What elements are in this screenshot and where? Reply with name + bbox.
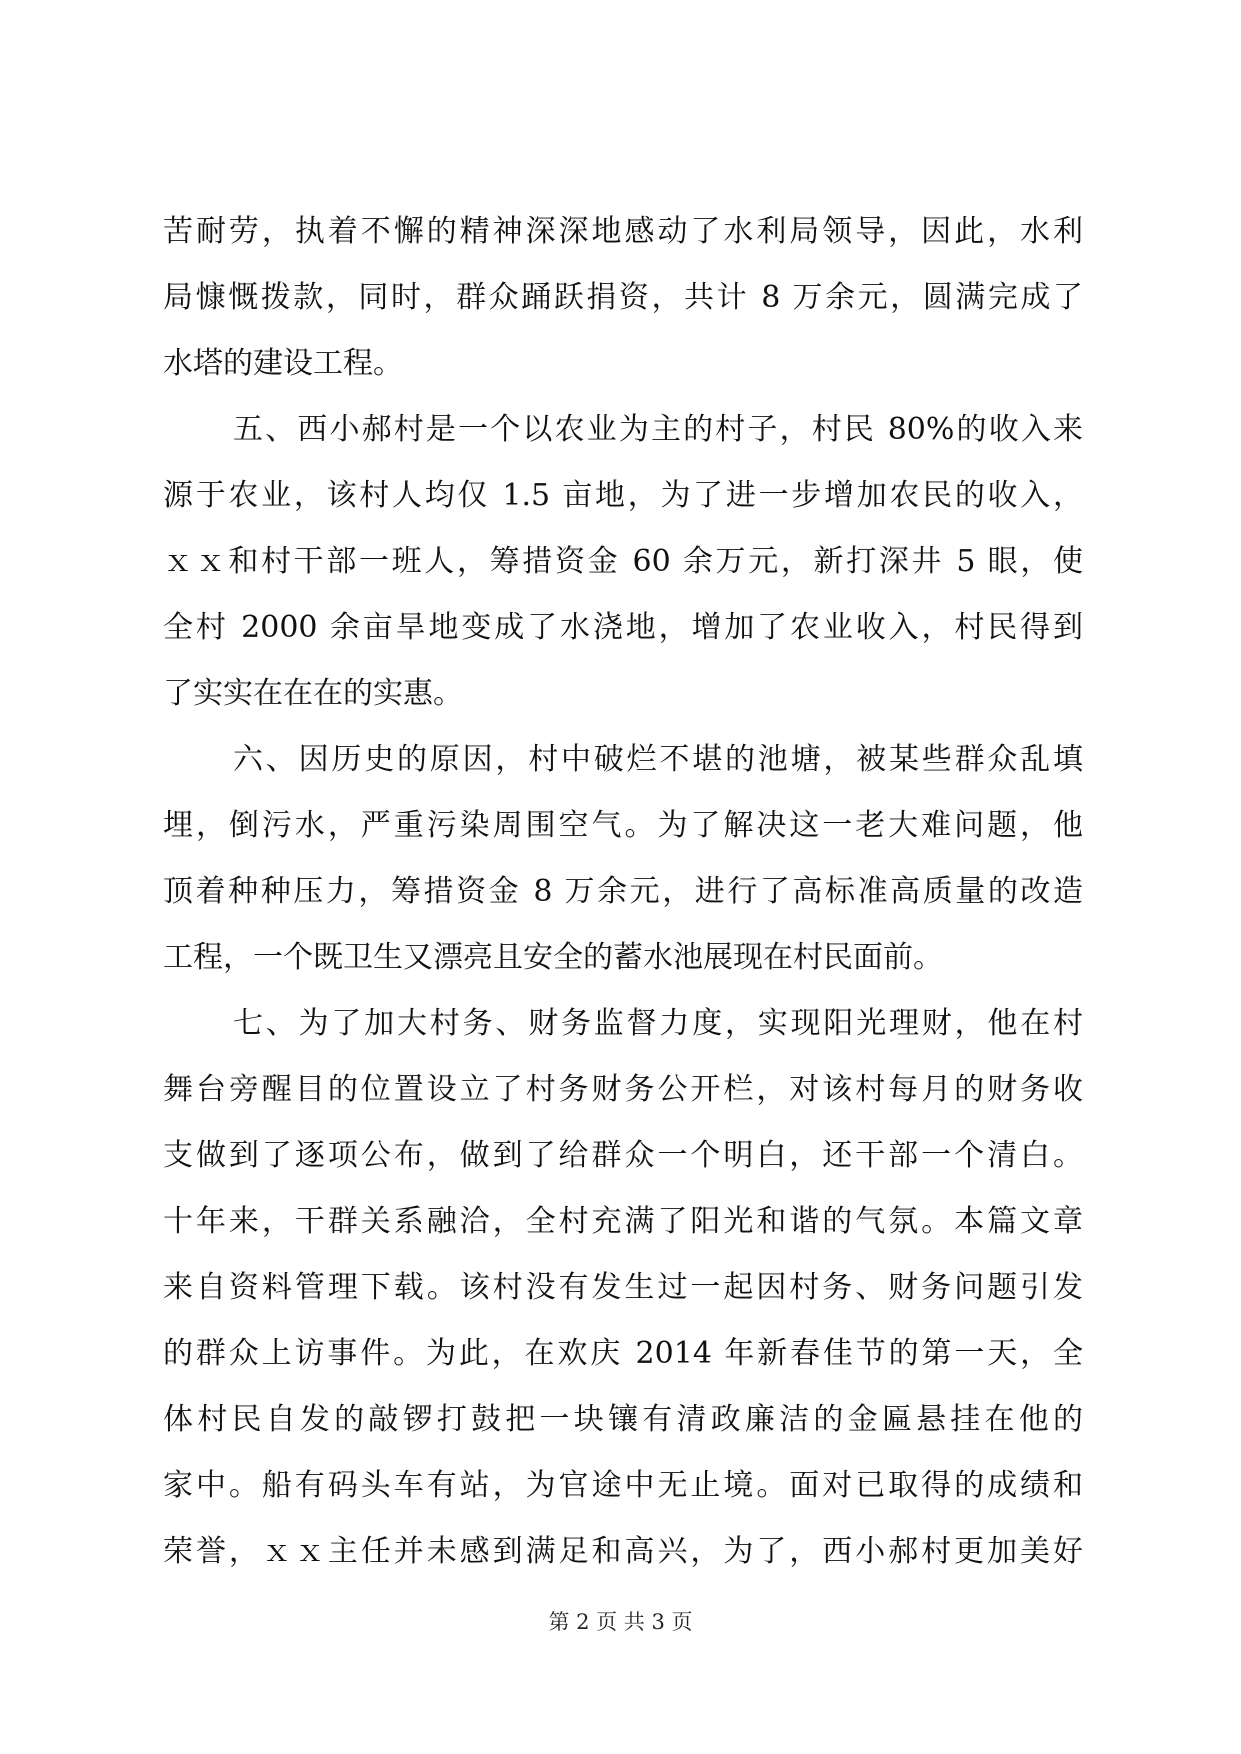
text-line: 家中。船有码头车有站，为官途中无止境。面对已取得的成绩和: [163, 1468, 1083, 1503]
text-line: 的群众上访事件。为此，在欢庆 2014 年新春佳节的第一天，全: [163, 1336, 1083, 1371]
text-line: 十年来，干群关系融洽，全村充满了阳光和谐的气氛。本篇文章: [163, 1204, 1083, 1239]
text-line: 顶着种种压力，筹措资金 8 万余元，进行了高标准高质量的改造: [163, 874, 1083, 909]
text-line: 苦耐劳，执着不懈的精神深深地感动了水利局领导，因此，水利: [163, 214, 1083, 249]
text-line: 源于农业，该村人均仅 1.5 亩地，为了进一步增加农民的收入，: [163, 478, 1083, 513]
text-line: 六、因历史的原因，村中破烂不堪的池塘，被某些群众乱填: [233, 742, 1083, 777]
text-line: 七、为了加大村务、财务监督力度，实现阳光理财，他在村: [233, 1006, 1083, 1041]
text-line: 体村民自发的敲锣打鼓把一块镶有清政廉洁的金匾悬挂在他的: [163, 1402, 1083, 1437]
text-line: 水塔的建设工程。: [163, 346, 403, 381]
text-line: 来自资料管理下载。该村没有发生过一起因村务、财务问题引发: [163, 1270, 1083, 1305]
page-footer: 第 2 页 共 3 页: [548, 1610, 693, 1634]
text-line: 支做到了逐项公布，做到了给群众一个明白，还干部一个清白。: [163, 1138, 1083, 1173]
text-line: 局慷慨拨款，同时，群众踊跃捐资，共计 8 万余元，圆满完成了: [163, 280, 1083, 315]
text-line: ｘｘ和村干部一班人，筹措资金 60 余万元，新打深井 5 眼，使: [163, 544, 1083, 579]
text-line: 工程，一个既卫生又漂亮且安全的蓄水池展现在村民面前。: [163, 940, 943, 975]
text-line: 全村 2000 余亩旱地变成了水浇地，增加了农业收入，村民得到: [163, 610, 1083, 645]
text-line: 埋，倒污水，严重污染周围空气。为了解决这一老大难问题，他: [163, 808, 1083, 843]
text-line: 了实实在在在的实惠。: [163, 676, 463, 711]
text-line: 舞台旁醒目的位置设立了村务财务公开栏，对该村每月的财务收: [163, 1072, 1083, 1107]
text-line: 荣誉，ｘｘ主任并未感到满足和高兴，为了，西小郝村更加美好: [163, 1534, 1083, 1569]
text-line: 五、西小郝村是一个以农业为主的村子，村民 80%的收入来: [233, 412, 1083, 447]
